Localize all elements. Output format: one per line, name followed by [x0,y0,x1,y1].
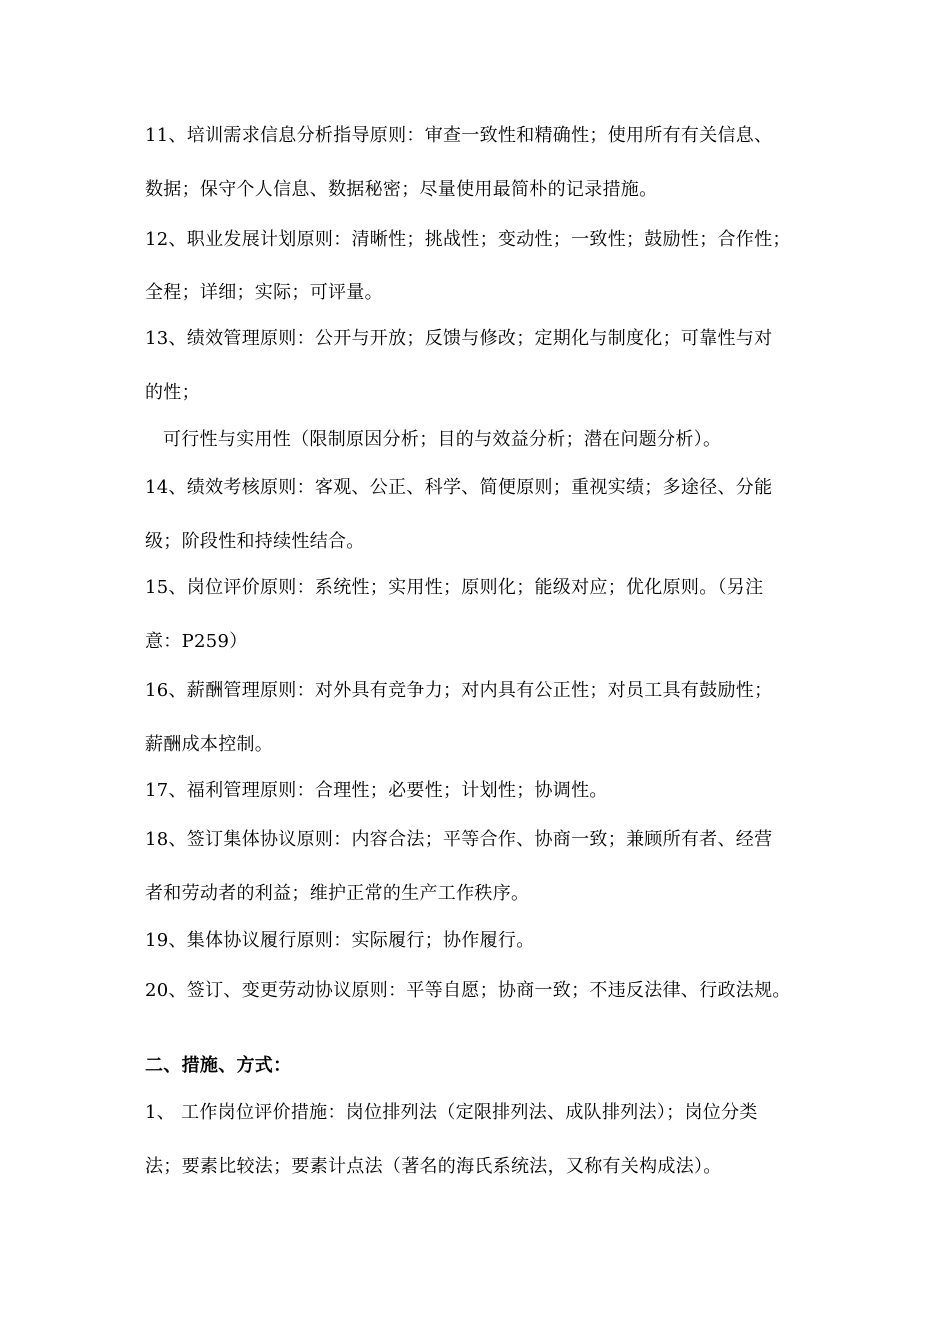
text-line: 13、绩效管理原则：公开与开放；反馈与修改；定期化与制度化；可靠性与对 [145,328,773,349]
text-line: 全程；详细；实际；可评量。 [145,282,383,303]
text-line: 级；阶段性和持续性结合。 [145,531,365,552]
text-line: 数据；保守个人信息、数据秘密；尽量使用最简朴的记录措施。 [145,179,658,200]
text-line: 者和劳动者的利益；维护正常的生产工作秩序。 [145,883,530,904]
text-line: 薪酬成本控制。 [145,734,274,755]
text-line: 16、薪酬管理原则：对外具有竞争力；对内具有公正性；对员工具有鼓励性； [145,680,773,701]
text-line: 15、岗位评价原则：系统性；实用性；原则化；能级对应；优化原则。（另注 [145,577,764,598]
section-heading: 二、措施、方式： [145,1055,292,1076]
text-line: 可行性与实用性（限制原因分析；目的与效益分析；潜在问题分析）。 [163,429,722,450]
text-line: 20、签订、变更劳动协议原则：平等自愿；协商一致；不违反法律、行政法规。 [145,980,791,1001]
text-line: 18、签订集体协议原则：内容合法；平等合作、协商一致；兼顾所有者、经营 [145,829,773,850]
text-line: 法；要素比较法；要素计点法（著名的海氏系统法，又称有关构成法）。 [145,1156,722,1177]
text-line: 1、 工作岗位评价措施：岗位排列法（定限排列法、成队排列法）；岗位分类 [145,1102,758,1123]
text-line: 19、集体协议履行原则：实际履行；协作履行。 [145,930,535,951]
text-line: 的性； [145,382,200,403]
text-line: 意：P259） [145,631,248,652]
text-line: 14、绩效考核原则：客观、公正、科学、简便原则；重视实绩；多途径、分能 [145,477,773,498]
text-line: 12、职业发展计划原则：清晰性；挑战性；变动性；一致性；鼓励性；合作性； [145,229,791,250]
text-line: 17、福利管理原则：合理性；必要性；计划性；协调性。 [145,780,608,801]
text-line: 11、培训需求信息分析指导原则：审查一致性和精确性；使用所有有关信息、 [145,125,773,146]
